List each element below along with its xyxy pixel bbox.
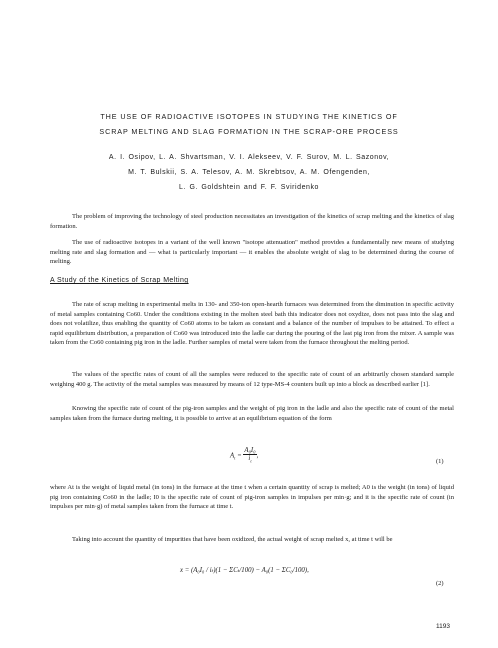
where-paragraph: where At is the weight of liquid metal (in tons) in the furnace at the time t when a certain quantity of scrap is melted; A0 is the weight (in tons) of liquid pig iron containing Co60 in the ladle; I0 is the specific rate of count of pig-iron samples in impulses per min·g; and it is the specific rate of count (in impulses per min·g) of metal samples taken from the furnace at time t. xyxy=(50,484,454,510)
taking-paragraph: Taking into account the quantity of impurities that have been oxidized, the actual weight of scrap melted x, at time t will be xyxy=(72,536,393,543)
author-line-3: L. G. Goldshtein and F. F. Sviridenko xyxy=(179,184,319,191)
page-number: 1193 xyxy=(436,623,450,630)
equals-sign: = xyxy=(237,452,242,460)
section-paragraph-3: Knowing the specific rate of count of the pig-iron samples and the weight of pig iron in the ladle and also the specific rate of count of the metal samples taken from the furnace during melting, it is possible to arrive at an equilibrium equation of the form xyxy=(50,405,454,422)
section-heading: A Study of the Kinetics of Scrap Melting xyxy=(50,277,189,284)
intro-paragraph-2: The use of radioactive isotopes in a variant of the well known "isotope attenuation" method provides a fundamentally new means of studying melting rate and slag formation and — what is particularly important — it enables the absolute weight of slag to be determined during the course of melting. xyxy=(50,239,454,265)
section-paragraph-2: The values of the specific rates of count of all the samples were reduced to the specific rate of count of an arbitrarily chosen standard sample weighing 400 g. The activity of the metal samples was measured by means of 12 type-MS-4 counters built up into a block as described earlier [1]. xyxy=(50,371,454,388)
intro-paragraph-1: The problem of improving the technology of steel production necessitates an investigation of the kinetics of scrap melting and the kinetics of slag formation. xyxy=(50,213,454,230)
section-paragraph-1: The rate of scrap melting in experimental melts in 130- and 350-ton open-hearth furnaces was determined from the diminution in specific activity of metal samples containing Co60. Under the conditions existing in the molten steel bath this indicator does not oxydize, does not pass into the slag and does not volatilize, thus enabling the quantity of Co60 atoms to be taken as constant and a balance of the number of impulses to be attained. To effect a rapid equilibrium distribution, a preparation of Co60 was introduced into the ladle car during the pouring of the last pig iron from the mixer. A sample was taken from the Co60 containing pig iron in the ladle. Further samples of metal were taken from the furnace throughout the melting period. xyxy=(50,301,454,346)
author-line-1: A. I. Osipov, L. A. Shvartsman, V. I. Alekseev, V. F. Surov, M. L. Sazonov, xyxy=(108,154,390,161)
equation-2-number: (2) xyxy=(436,580,444,587)
equation-1-den-symbol: i xyxy=(248,455,251,462)
equation-1-fraction xyxy=(243,447,256,464)
equation-1-numerator: A₀I₀ xyxy=(244,447,256,454)
author-line-2: M. T. Bulskii, S. A. Telesov, A. M. Skrebtsov, A. M. Ofengenden, xyxy=(128,169,370,176)
equation-1-denominator xyxy=(243,455,256,464)
equation-2: x = (A₀I₀ / iₜ)(1 − ΣCₜ/100) − A₀(1 − ΣC₀/100), xyxy=(180,567,309,574)
equation-1-lhs-sub: t xyxy=(234,455,236,461)
equation-1-number: (1) xyxy=(436,458,444,465)
equation-1-den-sub: t xyxy=(250,458,252,464)
equation-1-lhs: A xyxy=(230,452,235,460)
paper-title-line-1: THE USE OF RADIOACTIVE ISOTOPES IN STUDYING THE KINETICS OF xyxy=(100,112,398,121)
equation-1: $A_t$ = $\frac{\text{A₀I₀}}{i_t}$ , xyxy=(230,447,259,464)
paper-title-line-2: SCRAP MELTING AND SLAG FORMATION IN THE SCRAP-ORE PROCESS xyxy=(99,127,399,136)
